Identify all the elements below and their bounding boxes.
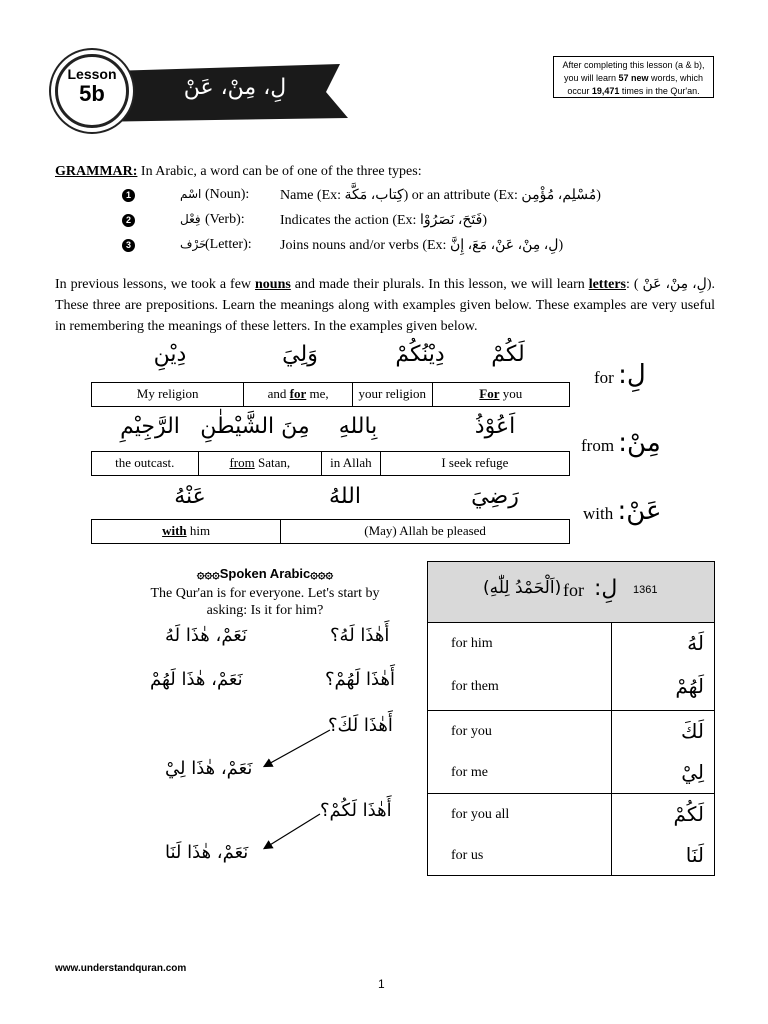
nouns-word: nouns — [255, 277, 291, 292]
ex3-word-2: اللهُ — [329, 484, 361, 509]
table-count: 1361 — [633, 584, 658, 596]
spoken-subtitle: The Qur'an is for everyone. Let's start by asking: Is it for him? — [150, 586, 380, 618]
table-row: for you لَكَ — [451, 719, 704, 743]
lesson-badge — [55, 54, 129, 128]
ex2-word-4: الرَّجِيْمِ — [120, 414, 180, 439]
ex3-cell-2: with him — [92, 520, 281, 543]
table-row: for you all لَكُمْ — [451, 802, 704, 826]
grammar-item-2 — [122, 212, 135, 228]
ex1-meaning-row — [91, 382, 570, 407]
ex1-cell-4: My religion — [92, 383, 244, 406]
footer-url[interactable]: www.understandquran.com — [55, 963, 187, 974]
ex3-word-1: رَضِيَ — [471, 484, 519, 509]
table-row: for me لِيْ — [451, 760, 704, 784]
lesson-info-box — [553, 56, 714, 98]
table-row: for him لَهُ — [451, 631, 704, 655]
grammar-intro: In Arabic, a word can be of one of the three types: — [140, 164, 422, 179]
ex3-label: with عَنْ: — [583, 496, 662, 526]
spoken-arrows — [250, 720, 340, 850]
ex2-cell-1: I seek refuge — [441, 455, 509, 470]
info-line-3: occur 19,471 times in the Qur'an. — [567, 86, 700, 96]
ex1-cell-3: and for me, — [244, 383, 353, 406]
spoken-q4: أَهٰذَا لَكُمْ؟ — [320, 800, 392, 821]
ex1-cell-1: For you — [479, 386, 523, 401]
spoken-a2: نَعَمْ، هٰذَا لَهُمْ — [150, 669, 243, 690]
table-header-en: for — [563, 580, 584, 600]
lesson-number: 5b — [79, 81, 105, 106]
grammar-item-2-type: (Verb): — [205, 212, 245, 227]
ex2-label: from مِنْ: — [581, 428, 661, 458]
bullet-2: 2 — [122, 214, 135, 227]
lesson-title-arabic: لِ، مِنْ، عَنْ — [183, 75, 287, 100]
grammar-label: GRAMMAR: — [55, 164, 138, 179]
grammar-heading — [55, 164, 422, 180]
ex2-word-2: بِاللهِ — [338, 414, 378, 439]
ex1-cell-2: your religion — [353, 383, 433, 406]
grammar-item-1-desc: Name (Ex: كِتاب، مَكَّة) or an attribute (Ex: مُسْلِم، مُؤْمِن) — [280, 188, 601, 203]
spoken-deco-right: ۞۞۞ — [310, 566, 334, 581]
table-row: for them لَهُمْ — [451, 674, 704, 698]
spoken-q2: أَهٰذَا لَهُمْ؟ — [325, 669, 395, 690]
table-header — [428, 562, 714, 623]
ex1-word-3: وَلِيَ — [282, 342, 318, 367]
grammar-item-3 — [122, 237, 135, 253]
ex3-meaning-row — [91, 519, 570, 544]
spoken-deco-left: ۞۞۞ — [196, 566, 220, 581]
info-line-2: you will learn 57 new words, which — [563, 73, 704, 83]
letters-word: letters — [588, 277, 627, 292]
lam-usage-table — [427, 561, 715, 876]
grammar-item-1-type: (Noun): — [205, 187, 250, 202]
intro-paragraph: In previous lessons, we took a few nouns and made their plurals. In this lesson, we will learn letters: ( لِ، مِنْ، عَنْ). These three are prepositions. Learn the meanings along with examples given below. These examples are very useful in remembering the meanings of these letters. In the examples given below. — [55, 277, 715, 334]
bullet-1: 1 — [122, 189, 135, 202]
lesson-word: Lesson — [67, 66, 117, 82]
spoken-q3: أَهٰذَا لَكَ؟ — [328, 715, 393, 736]
grammar-item-3-type: (Letter): — [205, 237, 252, 252]
ex2-meaning-row — [91, 451, 570, 476]
spoken-q1: أَهٰذَا لَهُ؟ — [330, 625, 390, 646]
ex2-cell-2: in Allah — [322, 452, 381, 475]
ex1-word-1: لَكُمْ — [491, 342, 525, 367]
ex1-label: for لِ: — [594, 360, 646, 390]
grammar-item-3-ar: حَرْف — [180, 237, 207, 251]
grammar-item-2-desc: Indicates the action (Ex: فَتَحَ، نَصَرُوْا) — [280, 213, 488, 228]
grammar-item-1 — [122, 187, 135, 203]
grammar-item-3-desc: Joins nouns and/or verbs (Ex: لِ، مِنْ، عَنْ، مَعَ، إِنَّ) — [280, 238, 564, 253]
table-header-ar: لِ: — [594, 576, 618, 601]
ex2-word-3: مِنَ الشَّيْطٰنِ — [200, 414, 310, 439]
bullet-3: 3 — [122, 239, 135, 252]
ex2-word-1: اَعُوْذُ — [474, 414, 516, 439]
grammar-item-2-ar: فِعْل — [180, 212, 201, 226]
ex1-word-2: دِيْنُكُمْ — [395, 342, 445, 367]
page-number: 1 — [378, 977, 385, 991]
spoken-arabic-title: ۞۞۞Spoken Arabic۞۞۞ — [196, 566, 334, 581]
table-row: for us لَنَا — [451, 843, 704, 867]
ex3-cell-1: (May) Allah be pleased — [364, 523, 486, 538]
spoken-a3: نَعَمْ، هٰذَا لِيْ — [165, 758, 253, 779]
ex1-word-4: دِيْنِ — [153, 342, 187, 367]
ex2-cell-3: from Satan, — [199, 452, 322, 475]
spoken-a1: نَعَمْ، هٰذَا لَهُ — [165, 625, 248, 646]
table-header-example: (اَلْحَمْدُ لِلّٰهِ) — [483, 578, 562, 598]
grammar-item-1-ar: اسْم — [180, 187, 202, 201]
ex3-word-3: عَنْهُ — [174, 484, 206, 509]
info-line-1: After completing this lesson (a & b), — [562, 60, 705, 70]
ex2-cell-4: the outcast. — [92, 452, 199, 475]
spoken-a4: نَعَمْ، هٰذَا لَنَا — [165, 842, 249, 863]
